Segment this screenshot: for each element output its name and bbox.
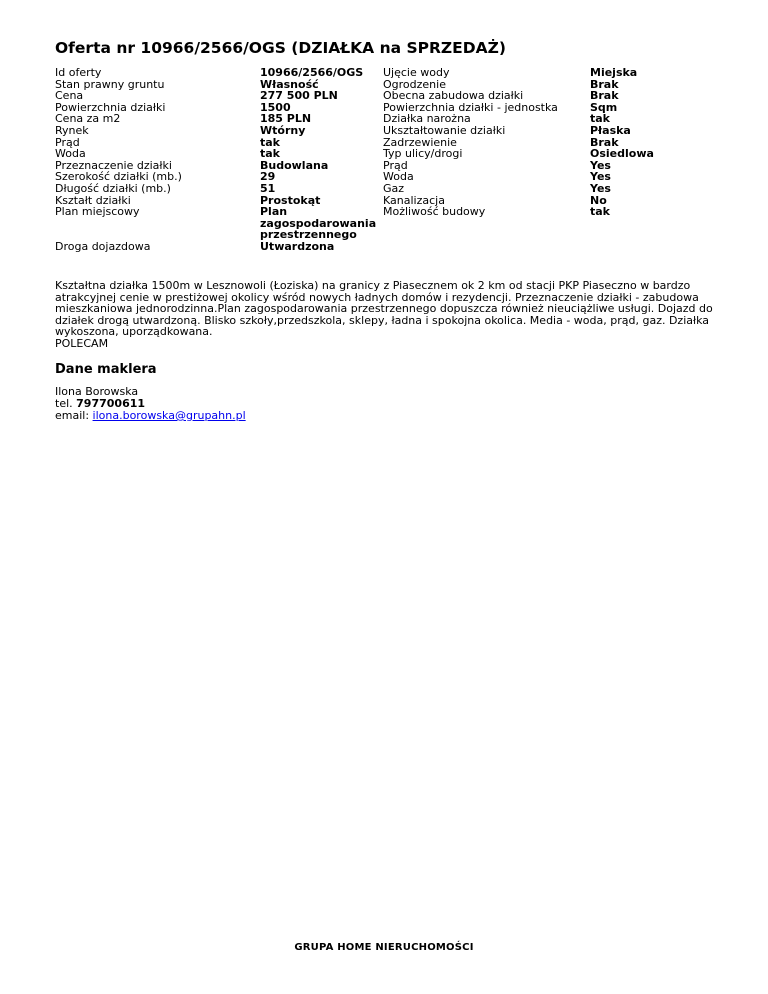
agent-phone: 797700611 (76, 397, 146, 410)
detail-value: No (590, 193, 607, 207)
detail-label: Woda (55, 147, 86, 161)
details-right-values (590, 67, 710, 218)
detail-value: Sqm (590, 100, 618, 114)
detail-label: Ogrodzenie (383, 77, 446, 91)
page-title: Oferta nr 10966/2566/OGS (DZIAŁKA na SPRZEDAŻ) (55, 39, 506, 57)
agent-name: Ilona Borowska (55, 385, 139, 398)
detail-value: Brak (590, 77, 619, 91)
detail-value: 29 (260, 170, 276, 184)
detail-label: Id oferty (55, 66, 102, 79)
detail-value: tak (590, 112, 610, 126)
detail-value: Yes (590, 158, 611, 172)
detail-label: Działka narożna (383, 112, 471, 126)
phone-label: tel. (55, 397, 73, 410)
detail-value: 277 500 PLN (260, 89, 338, 103)
detail-value: tak (590, 205, 610, 219)
detail-label: Prąd (383, 158, 408, 172)
detail-label: Zadrzewienie (383, 135, 457, 149)
detail-value: Brak (590, 89, 619, 103)
detail-value: Miejska (590, 66, 638, 79)
detail-label: Przeznaczenie działki (55, 158, 172, 172)
detail-label: Możliwość budowy (383, 205, 486, 219)
details-left-values (260, 67, 385, 253)
detail-label: Plan miejscowy (55, 205, 140, 219)
detail-label: Gaz (383, 181, 405, 195)
detail-label: Powierzchnia działki (55, 100, 166, 114)
detail-value: 10966/2566/OGS (260, 66, 364, 79)
detail-label: Szerokość działki (mb.) (55, 170, 182, 184)
detail-label: Długość działki (mb.) (55, 181, 171, 195)
detail-value: 1500 (260, 100, 291, 114)
agent-heading: Dane maklera (55, 362, 157, 377)
detail-value: Brak (590, 135, 619, 149)
detail-value: 185 PLN (260, 112, 312, 126)
description-closing: POLECAM (55, 336, 109, 350)
agent-contact (55, 386, 246, 422)
detail-label: Prąd (55, 135, 80, 149)
detail-label: Cena za m2 (55, 112, 121, 126)
detail-value: 51 (260, 181, 276, 195)
detail-label: Powierzchnia działki - jednostka (383, 100, 558, 114)
detail-value: tak (260, 147, 280, 161)
detail-value: tak (260, 135, 280, 149)
detail-label: Cena (55, 89, 84, 103)
agent-email-line (55, 410, 246, 422)
detail-label: Obecna zabudowa działki (383, 89, 524, 103)
detail-label: Typ ulicy/drogi (383, 147, 463, 161)
detail-value: Yes (590, 170, 611, 184)
detail-value: Utwardzona (260, 239, 335, 253)
description-text: Kształtna działka 1500m w Lesznowoli (Łoziska) na granicy z Piasecznem ok 2 km od stacji PKP Piaseczno w bardzo atrakcyjnej cenie w prestiżowej okolicy wśród nowych ładnych domów i rezydencji. Przeznaczenie działki - zabudowa mieszkaniowa jednorodzinna.Plan zagospodarowania przestrzennego dopuszcza również nieuciążliwe usługi. Dojazd do działek drogą utwardzoną. Blisko szkoły,przedszkola, sklepy, ładna i spokojna okolica. Media - woda, prąd, gaz. Działka wykoszona, uporządkowana. (55, 279, 713, 339)
detail-label: Kształt działki (55, 193, 131, 207)
detail-label: Woda (383, 170, 414, 184)
details-left-labels (55, 67, 245, 253)
details-right-labels (383, 67, 583, 218)
detail-label: Ukształtowanie działki (383, 123, 506, 137)
detail-label: Stan prawny gruntu (55, 77, 165, 91)
detail-value: Prostokąt (260, 193, 321, 207)
footer-company-name: GRUPA HOME NIERUCHOMOŚCI (294, 942, 474, 953)
detail-value: Budowlana (260, 158, 329, 172)
detail-value: Własność (260, 77, 319, 91)
detail-value: Wtórny (260, 123, 306, 137)
detail-value: Płaska (590, 123, 631, 137)
offer-description (55, 280, 715, 350)
detail-value: Yes (590, 181, 611, 195)
detail-value: Plan zagospodarowania przestrzennego (260, 205, 377, 242)
detail-value: Osiedlowa (590, 147, 654, 161)
agent-email-link[interactable]: ilona.borowska@grupahn.pl (92, 409, 246, 422)
detail-label: Rynek (55, 123, 89, 137)
detail-label: Droga dojazdowa (55, 239, 151, 253)
detail-label: Kanalizacja (383, 193, 445, 207)
email-label: email: (55, 409, 90, 422)
detail-label: Ujęcie wody (383, 66, 450, 79)
